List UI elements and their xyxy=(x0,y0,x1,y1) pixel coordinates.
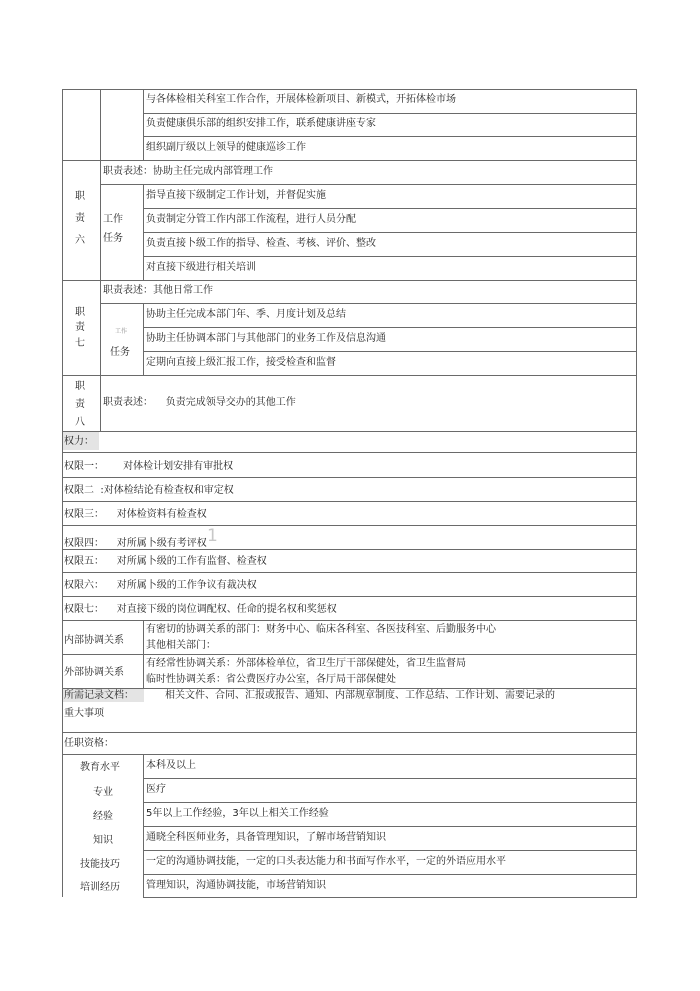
authority-item-5: 权限五： 对所属卜级的工作有监督、检查权 xyxy=(64,556,267,567)
rule xyxy=(62,732,637,733)
top-row-3: 组织副厅级以上领导的健康巡诊工作 xyxy=(146,142,306,153)
duty6-label-3: 六 xyxy=(75,235,85,246)
qual-value-experience: 5年以上工作经验，3年以上相关工作经验 xyxy=(146,808,329,819)
records-line-2: 重大事项 xyxy=(64,708,104,719)
internal-relations-label: 内部协调关系 xyxy=(64,635,124,646)
external-relations-line-2: 临时性协调关系：省公费医疗办公室，各厅局干部保健处 xyxy=(146,674,396,685)
rule xyxy=(100,375,101,431)
rule xyxy=(62,654,637,655)
duty7-task-3: 定期向直接上级汇报工作，接受检查和监督 xyxy=(146,357,336,368)
duty6-statement: 职责表述：协助主任完成内部管理工作 xyxy=(103,166,273,177)
rule xyxy=(100,303,637,304)
qual-label-experience: 经验 xyxy=(93,811,113,822)
qual-value-training: 管理知识，沟通协调技能，市场营销知识 xyxy=(146,880,326,891)
rule xyxy=(62,452,637,453)
top-row-1: 与各体检相关科室工作合作，开展体检新项目、新模式，开拓体检市场 xyxy=(146,94,456,105)
duty6-label-2: 责 xyxy=(75,213,85,224)
rule xyxy=(143,256,637,257)
rule xyxy=(62,431,637,432)
qual-value-major: 医疗 xyxy=(146,784,166,795)
qual-value-knowledge: 通晓全科医师业务，具备管理知识，了解市场营销知识 xyxy=(146,832,386,843)
authority-item-7: 权限七： 对直接下级的岗位调配权、任命的提名权和奖惩权 xyxy=(64,604,337,615)
duty6-task-label-2: 任务 xyxy=(103,233,123,244)
rule xyxy=(62,754,637,755)
qual-label-education: 教育水平 xyxy=(80,762,120,773)
rule xyxy=(143,826,637,827)
duty7-label-1: 职 xyxy=(75,307,85,318)
authority-item-2: 权限二 :对体检结论有检查权和审定权 xyxy=(64,485,234,496)
rule xyxy=(143,208,637,209)
rule xyxy=(62,525,637,526)
rule xyxy=(143,113,637,114)
duty8-label-3: 八 xyxy=(75,417,85,428)
duty7-task-1: 协助主任完成本部门年、季、月度计划及总结 xyxy=(146,309,346,320)
rule xyxy=(636,89,637,897)
rule xyxy=(143,351,637,352)
rule xyxy=(143,754,144,897)
rule xyxy=(62,620,637,621)
rule xyxy=(62,375,637,376)
rule xyxy=(143,89,144,160)
authority-item-3: 权限三： 对体检资料有检查权 xyxy=(64,509,207,520)
rule xyxy=(143,184,144,280)
top-row-2: 负责健康俱乐部的组织安排工作，联系健康讲座专家 xyxy=(146,118,376,129)
rule xyxy=(143,620,144,688)
rule xyxy=(143,802,637,803)
external-relations-line-1: 有经常性协调关系：外部体检单位，省卫生厅干部保健处，省卫生监督局 xyxy=(146,658,466,669)
rule xyxy=(143,327,637,328)
authority-heading: 权力： xyxy=(64,436,94,447)
duty6-task-4: 对直接下级进行相关培训 xyxy=(146,262,256,273)
rule xyxy=(62,89,63,897)
duty6-label-1: 职 xyxy=(75,191,85,202)
authority-item-1: 权限一： 对体检计划安排有审批权 xyxy=(64,461,234,472)
rule xyxy=(100,160,101,375)
duty7-label-2: 责 xyxy=(75,322,85,333)
rule xyxy=(143,232,637,233)
rule xyxy=(62,89,637,90)
rule xyxy=(143,778,637,779)
rule xyxy=(143,303,144,375)
duty6-task-2: 负责制定分管工作内部工作流程，进行人员分配 xyxy=(146,214,356,225)
internal-relations-line-2: 其他相关部门： xyxy=(146,640,216,651)
rule xyxy=(100,184,637,185)
records-label: 所需记录文档： xyxy=(64,690,134,701)
rule xyxy=(62,596,637,597)
rule xyxy=(62,160,637,161)
qual-value-education: 本科及以上 xyxy=(146,760,196,771)
duty8-label-1: 职 xyxy=(75,381,85,392)
duty8-statement: 职责表述： 负责完成领导交办的其他工作 xyxy=(103,397,296,408)
duty7-statement: 职责表述：其他日常工作 xyxy=(103,285,213,296)
records-line-1: 相关文件、合同、汇报或报告、通知、内部规章制度、工作总结、工作计划、需要记录的 xyxy=(165,690,555,701)
qual-label-skills: 技能技巧 xyxy=(80,859,120,870)
duty6-task-1: 指导直接下级制定工作计划，并督促实施 xyxy=(146,190,326,201)
rule xyxy=(143,874,637,875)
rule xyxy=(143,136,637,137)
internal-relations-line-1: 有密切的协调关系的部门：财务中心、临床各科室、各医技科室、后勤服务中心 xyxy=(146,624,496,635)
authority-item-4: 权限四： 对所属卜级有考评权 xyxy=(64,538,207,549)
duty7-task-label-faint: 工作 xyxy=(115,328,128,335)
qual-label-major: 专业 xyxy=(93,787,113,798)
rule xyxy=(62,280,637,281)
page-mark: 1 xyxy=(207,526,218,546)
duty7-task-2: 协助主任协调本部门与其他部门的业务工作及信息沟通 xyxy=(146,333,386,344)
rule xyxy=(62,688,637,689)
qualification-heading: 任职资格： xyxy=(64,738,114,749)
duty6-task-label-1: 工作 xyxy=(103,214,123,225)
qual-label-training: 培训经历 xyxy=(80,882,120,893)
duty8-label-2: 责 xyxy=(75,399,85,410)
qual-label-knowledge: 知识 xyxy=(93,835,113,846)
rule xyxy=(100,89,101,160)
duty6-task-3: 负责直接卜级工作的指导、检查、考核、评价、整改 xyxy=(146,238,376,249)
rule xyxy=(143,897,637,898)
external-relations-label: 外部协调关系 xyxy=(64,667,124,678)
authority-item-6: 权限六： 对所属卜级的工作争议有裁决权 xyxy=(64,580,257,591)
rule xyxy=(62,501,637,502)
qual-value-skills: 一定的沟通协调技能，一定的口头表达能力和书面写作水平，一定的外语应用水平 xyxy=(146,856,506,867)
rule xyxy=(143,850,637,851)
duty7-label-3: 七 xyxy=(75,338,85,349)
duty7-task-label: 任务 xyxy=(110,347,130,358)
rule xyxy=(62,572,637,573)
rule xyxy=(62,477,637,478)
